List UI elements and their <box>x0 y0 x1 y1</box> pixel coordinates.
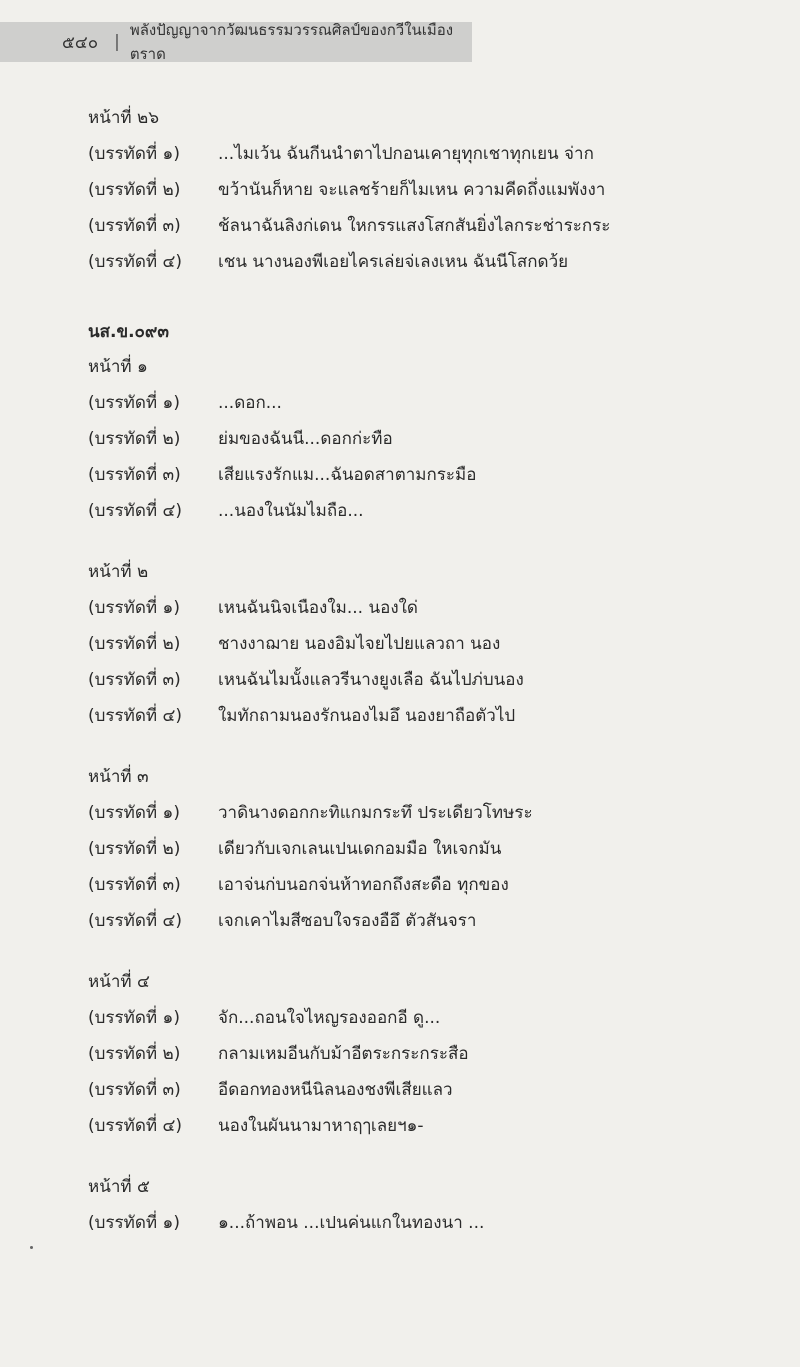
line-text: เหนฉันไมนั้งแลวรีนางยูงเลือ ฉันไปภ่บนอง <box>218 670 524 690</box>
page-heading: หน้าที่ ๒๖ <box>88 108 159 128</box>
line-text: อีดอกทองหนีนิลนองชงพีเสียแลว <box>218 1080 453 1100</box>
page-heading: หน้าที่ ๒ <box>88 562 149 582</box>
running-header <box>0 22 472 62</box>
line-text: เจกเคาไมสีซอบใจรองอือึ ตัวสันจรา <box>218 911 477 931</box>
line-label: (บรรทัดที่ ๓) <box>88 875 181 895</box>
transcription-line <box>88 1108 768 1144</box>
transcription-line <box>88 421 768 457</box>
page-block-1 <box>88 349 768 529</box>
page-heading: หน้าที่ ๑ <box>88 357 148 377</box>
line-text: ๑...ถ้าพอน ...เปนค่นแกในทองนา ... <box>218 1213 485 1233</box>
line-text: ...ดอก... <box>218 393 282 413</box>
line-label: (บรรทัดที่ ๓) <box>88 1080 181 1100</box>
line-text: กลามเหมอีนกับม้าอีตระกระกระสือ <box>218 1044 469 1064</box>
book-title: พลังปัญญาจากวัฒนธรรมวรรณศิลป์ของกวีในเมืองตราด <box>129 21 454 63</box>
line-text: ขว้านันก็หาย จะแลชร้ายก็ไมเหน ความคีดถึ่งแมพังงา <box>218 180 606 200</box>
line-text: ชางงาฌาย นองอิมไจยไปยแลวถา นอง <box>218 634 501 654</box>
line-text: วาดินางดอกกะทิแกมกระทึ ประเดียวโทษระ <box>218 803 533 823</box>
line-label: (บรรทัดที่ ๔) <box>88 911 183 931</box>
line-text: เหนฉันนิจเนืองใม... นองใด่ <box>218 598 418 618</box>
transcription-line <box>88 385 768 421</box>
page-heading: หน้าที่ ๓ <box>88 767 149 787</box>
transcription-line <box>88 493 768 529</box>
line-label: (บรรทัดที่ ๒) <box>88 634 181 654</box>
manuscript-code: นส.ข.๐๙๓ <box>88 322 169 342</box>
line-text: นองในผันนามาหาฤๅเลยฯ๑- <box>218 1116 424 1136</box>
transcription-line <box>88 795 768 831</box>
line-text: เอาจ่นก่บนอกจ่นห้าทอกถึงสะดือ ทุกของ <box>218 875 509 895</box>
page-block-4 <box>88 964 768 1144</box>
line-label: (บรรทัดที่ ๔) <box>88 706 183 726</box>
header-separator: | <box>114 32 120 52</box>
line-text: จัก...ถอนใจไหญรองออกอี ดู... <box>218 1008 441 1028</box>
line-label: (บรรทัดที่ ๑) <box>88 1213 180 1233</box>
transcription-line <box>88 244 768 280</box>
transcription-line <box>88 590 768 626</box>
line-label: (บรรทัดที่ ๑) <box>88 803 180 823</box>
line-label: (บรรทัดที่ ๒) <box>88 839 181 859</box>
transcription-line <box>88 1036 768 1072</box>
line-label: (บรรทัดที่ ๔) <box>88 501 183 521</box>
line-label: (บรรทัดที่ ๑) <box>88 393 180 413</box>
page-heading: หน้าที่ ๔ <box>88 972 150 992</box>
line-label: (บรรทัดที่ ๑) <box>88 1008 180 1028</box>
line-label: (บรรทัดที่ ๔) <box>88 252 183 272</box>
page-block-2 <box>88 554 768 734</box>
transcription-line <box>88 903 768 939</box>
transcription-line <box>88 626 768 662</box>
transcription-line <box>88 136 768 172</box>
transcription-line <box>88 831 768 867</box>
page-heading: หน้าที่ ๕ <box>88 1177 150 1197</box>
line-label: (บรรทัดที่ ๓) <box>88 670 181 690</box>
page-block-3 <box>88 759 768 939</box>
line-label: (บรรทัดที่ ๒) <box>88 1044 181 1064</box>
line-label: (บรรทัดที่ ๑) <box>88 144 180 164</box>
transcription-line <box>88 1205 768 1241</box>
line-text: ใมทักถามนองรักนองไมอึ นองยาถือตัวไป <box>218 706 516 726</box>
line-text: เสียแรงรักแม...ฉันอดสาตามกระมือ <box>218 465 477 485</box>
transcription-line <box>88 208 768 244</box>
line-label: (บรรทัดที่ ๓) <box>88 465 181 485</box>
line-text: ช้ลนาฉันลิงก่เดน ใหกรรแสงโสกสันยิ่งไลกระช่าระกระ <box>218 216 611 236</box>
line-text: ...ไมเว้น ฉันกีนนำตาไปกอนเคายุทุกเชาทุกเยน จ่าก <box>218 144 594 164</box>
line-text: เชน นางนองพีเอยไครเล่ยจ่เลงเหน ฉันนีโสกดว้ย <box>218 252 569 272</box>
transcription-line <box>88 172 768 208</box>
transcription-line <box>88 698 768 734</box>
transcription-line <box>88 1000 768 1036</box>
line-text: เดียวกับเจกเลนเปนเดกอมมือ ใหเจกมัน <box>218 839 502 859</box>
transcription-line <box>88 662 768 698</box>
transcription-line <box>88 1072 768 1108</box>
line-label: (บรรทัดที่ ๓) <box>88 216 181 236</box>
transcription-line <box>88 457 768 493</box>
page-block-5 <box>88 1169 768 1241</box>
line-label: (บรรทัดที่ ๒) <box>88 180 181 200</box>
line-label: (บรรทัดที่ ๑) <box>88 598 180 618</box>
line-label: (บรรทัดที่ ๔) <box>88 1116 183 1136</box>
continued-page-block <box>88 100 768 280</box>
manuscript-transcription <box>88 100 768 1266</box>
line-text: ย่มของฉันนี...ดอกก่ะทือ <box>218 429 393 449</box>
page-number: ๕๔๐ <box>62 32 99 53</box>
margin-dot <box>30 1246 33 1249</box>
line-text: ...นองในนัมไมถือ... <box>218 501 364 521</box>
transcription-line <box>88 867 768 903</box>
line-label: (บรรทัดที่ ๒) <box>88 429 181 449</box>
